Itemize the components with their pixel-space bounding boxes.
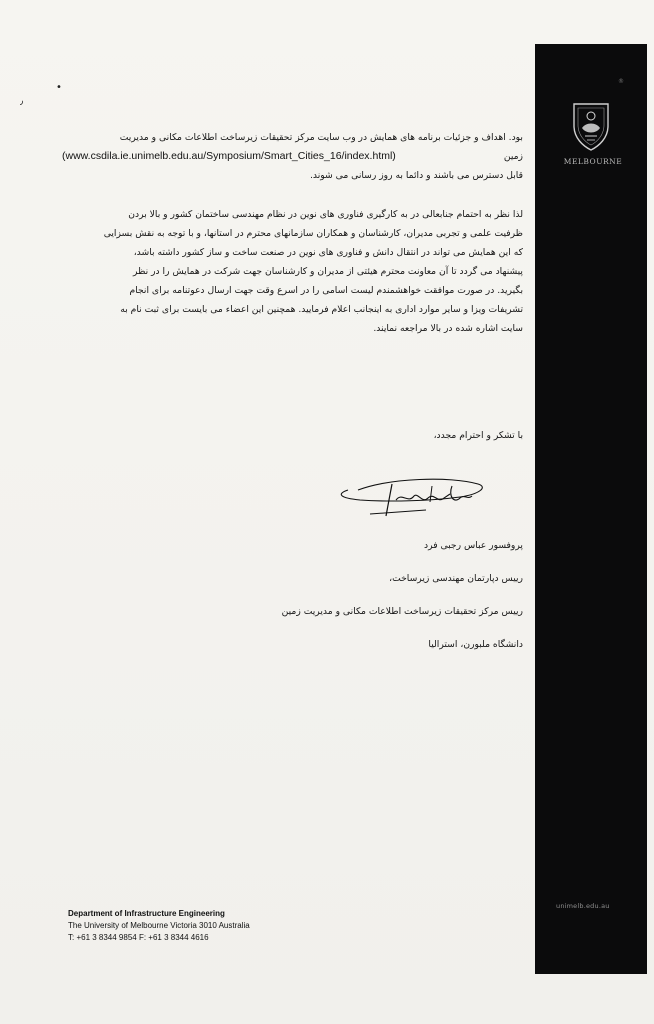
handwritten-signature bbox=[330, 470, 490, 528]
brand-website: unimelb.edu.au bbox=[556, 902, 610, 910]
paragraph-line: پیشنهاد می گردد تا آن معاونت محترم هیئتی از مدیران و کارشناسان جهت شرکت در همایش را در نظر bbox=[133, 266, 523, 277]
url-line bbox=[62, 147, 523, 166]
footer-contact: T: +61 3 8344 9854 F: +61 3 8344 4616 bbox=[68, 933, 209, 942]
paragraph-request bbox=[62, 205, 523, 338]
signer-name: پروفسور عباس رجبی فرد bbox=[424, 540, 523, 551]
scan-mark: ٫ bbox=[20, 96, 24, 107]
brand-name: MELBOURNE bbox=[563, 157, 623, 166]
signer-organization: دانشگاه ملبورن، استرالیا bbox=[428, 639, 523, 650]
closing-regards: با تشکر و احترام مجدد، bbox=[433, 430, 523, 441]
university-crest-icon bbox=[568, 100, 614, 152]
paragraph-line: بگیرید. در صورت موافقت خواهشمندم لیست اسامی را در اسرع وقت جهت ارسال دعوتنامه برای انجام bbox=[129, 285, 523, 296]
paragraph-line: ظرفیت علمی و تجربی مدیران، کارشناسان و همکاران سازمانهای محترم در استانها، و با توجه به نقش بسزایی bbox=[103, 228, 523, 239]
footer-address: The University of Melbourne Victoria 3010 Australia bbox=[68, 921, 250, 930]
paragraph-line: سایت اشاره شده در بالا مراجعه نمایند. bbox=[373, 323, 523, 334]
paragraph-intro bbox=[62, 128, 523, 185]
paragraph-line: قابل دسترس می باشند و دائما به روز رسانی می شوند. bbox=[310, 170, 523, 181]
brand-side-band bbox=[535, 44, 647, 974]
paragraph-line: تشریفات ویزا و سایر موارد اداری به اینجانب اعلام فرمایید. همچنین این اعضاء می بایست برای ثبت نام به bbox=[120, 304, 523, 315]
footer-department: Department of Infrastructure Engineering bbox=[68, 909, 225, 918]
paragraph-line: بود. اهداف و جزئیات برنامه های همایش در وب سایت مرکز تحقیقات زیرساخت اطلاعات مکانی و مدیریت bbox=[119, 132, 523, 143]
signer-title-department: رییس دپارتمان مهندسی زیرساخت، bbox=[389, 573, 523, 584]
symposium-url: (www.csdila.ie.unimelb.edu.au/Symposium/Smart_Cities_16/index.html) bbox=[62, 150, 396, 162]
paragraph-line: لذا نظر به احتمام جنابعالی در به کارگیری فناوری های نوین در نظام مهندسی ساختمان کشور و بالا بردن bbox=[128, 209, 523, 220]
signer-title-centre: رییس مرکز تحقیقات زیرساخت اطلاعات مکانی و مدیریت زمین bbox=[281, 606, 523, 617]
scan-dot: • bbox=[56, 82, 62, 93]
registration-mark-icon: ® bbox=[618, 78, 624, 85]
paragraph-line: که این همایش می تواند در انتقال دانش و فناوری های نوین در صنعت ساخت و ساز کشور داشته باشد، bbox=[133, 247, 523, 258]
paragraph-word: زمین bbox=[503, 151, 523, 162]
letterhead-footer bbox=[68, 908, 250, 944]
